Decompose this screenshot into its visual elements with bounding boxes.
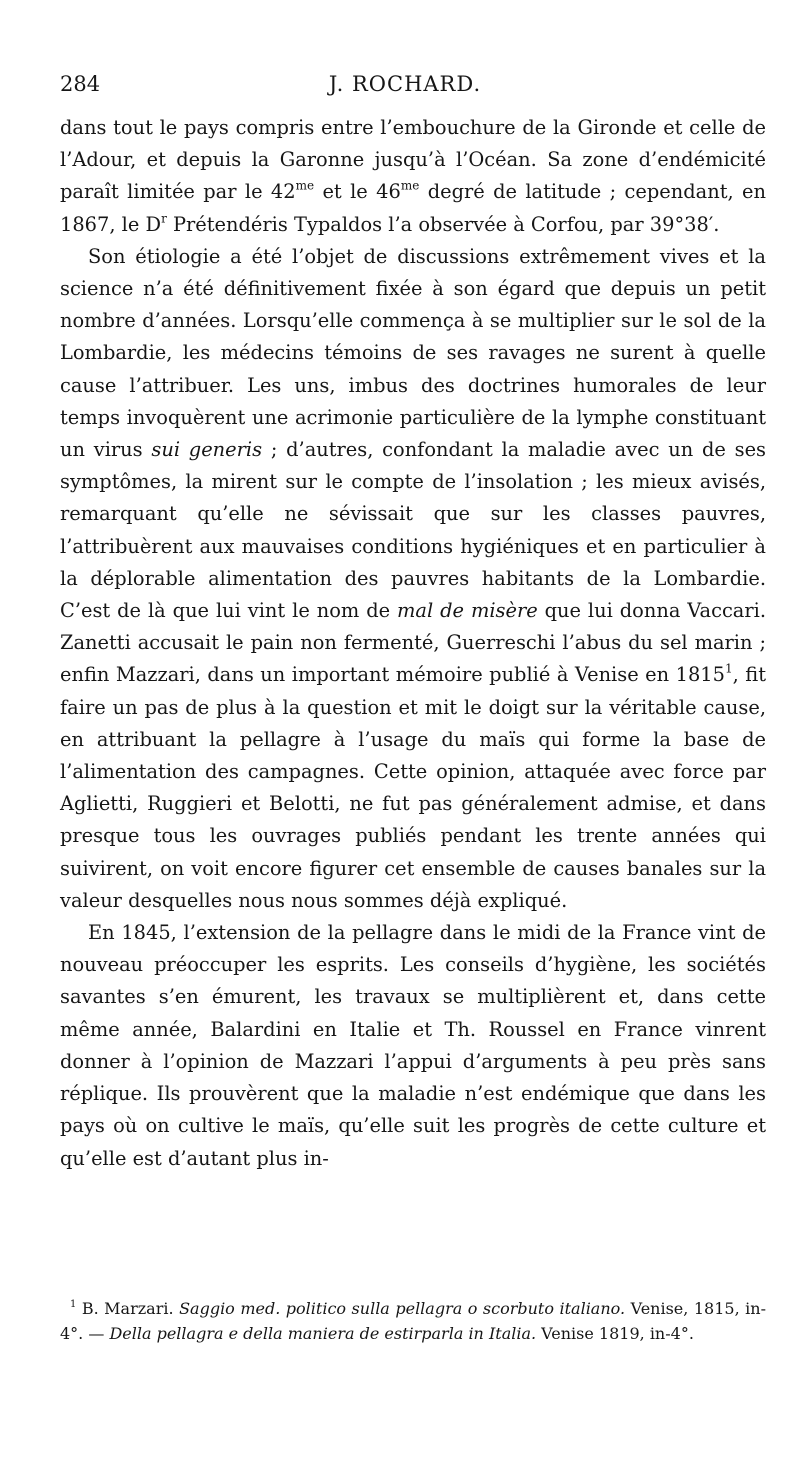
text-run: Prétendéris Typaldos l’a observée à Corfou, par 39°38′. <box>166 212 720 236</box>
superscript: r <box>161 211 167 226</box>
paragraph-1 <box>60 112 766 241</box>
page-header <box>60 72 750 102</box>
body-text <box>60 112 766 1175</box>
superscript: me <box>400 179 420 193</box>
footnote-1 <box>60 1296 766 1346</box>
text-run: degré de latitude ; cependant, en 1867, le D <box>60 180 766 236</box>
superscript: me <box>295 179 315 193</box>
footnote-mark: 1 <box>70 1299 77 1311</box>
text-run: dans tout le pays compris entre l’embouchure de la Gironde et celle de l’Adour, et depuis la Garonne jusqu’à l’Océan. Sa zone d’endémicité paraît limitée par le 42 <box>60 116 766 204</box>
text-run: et le 46 <box>314 180 401 204</box>
italic-title: Saggio med. politico sulla pellagra o scorbuto italiano. <box>179 1299 626 1318</box>
italic-term: mal de misère <box>397 599 538 623</box>
footnotes <box>60 1296 766 1346</box>
text-run: Son étiologie a été l’objet de discussions extrêmement vives et la science n’a été définitivement fixée à son égard que depuis un petit nombre d’années. Lorsqu’elle commença à se multiplier sur le sol de la Lombardie, les médecins témoins de ses ravages ne surent à quelle cause l’attribuer. Les uns, imbus des doctrines humorales de leur temps invoquèrent une acrimonie particulière de la lymphe constituant un virus <box>60 244 766 462</box>
text-run: Venise, 1815, in-4°. — <box>60 1299 766 1343</box>
running-head: J. ROCHARD. <box>328 72 482 96</box>
italic-term: sui generis <box>151 438 263 462</box>
footnote-reference[interactable]: 1 <box>724 662 733 677</box>
text-run: ; d’autres, confondant la maladie avec un de ses symptômes, la mirent sur le compte de l’insolation ; les mieux avisés, remarquant qu’elle ne sévissait que sur les classes pauvres, l’attribuèrent aux mauvaises conditions hygiéniques et en particulier à la déplorable alimentation des pauvres habitants de la Lombardie. C’est de là que lui vint le nom de <box>60 438 766 623</box>
text-run: B. Marzari. <box>76 1299 180 1318</box>
text-run: Venise 1819, in-4°. <box>536 1324 694 1343</box>
paragraph-2 <box>60 241 766 917</box>
text-run: , fit faire un pas de plus à la question et mit le doigt sur la véritable cause, en attribuant la pellagre à l’usage du maïs qui forme la base de l’alimentation des campagnes. Cette opinion, attaquée avec force par Aglietti, Ruggieri et Belotti, ne fut pas généralement admise, et dans presque tous les ouvrages publiés pendant les trente années qui suivirent, on voit encore figurer cet ensemble de causes banales sur la valeur desquelles nous nous sommes déjà expliqué. <box>60 663 766 912</box>
page-number: 284 <box>60 72 101 96</box>
italic-title: Della pellagra e della maniera de estirparla in Italia. <box>109 1324 537 1343</box>
text-run: que lui donna Vaccari. Zanetti accusait le pain non fermenté, Guerreschi l’abus du sel marin ; enfin Mazzari, dans un important mémoire publié à Venise en 1815 <box>60 599 767 687</box>
paragraph-3: En 1845, l’extension de la pellagre dans le midi de la France vint de nouveau préoccuper les esprits. Les conseils d’hygiène, les sociétés savantes s’en émurent, les travaux se multiplièrent et, dans cette même année, Balardini en Italie et Th. Roussel en France vinrent donner à l’opinion de Mazzari l’appui d’arguments à peu près sans réplique. Ils prouvèrent que la maladie n’est endémique que dans les pays où on cultive le maïs, qu’elle suit les progrès de cette culture et qu’elle est d’autant plus in- <box>60 921 766 1170</box>
